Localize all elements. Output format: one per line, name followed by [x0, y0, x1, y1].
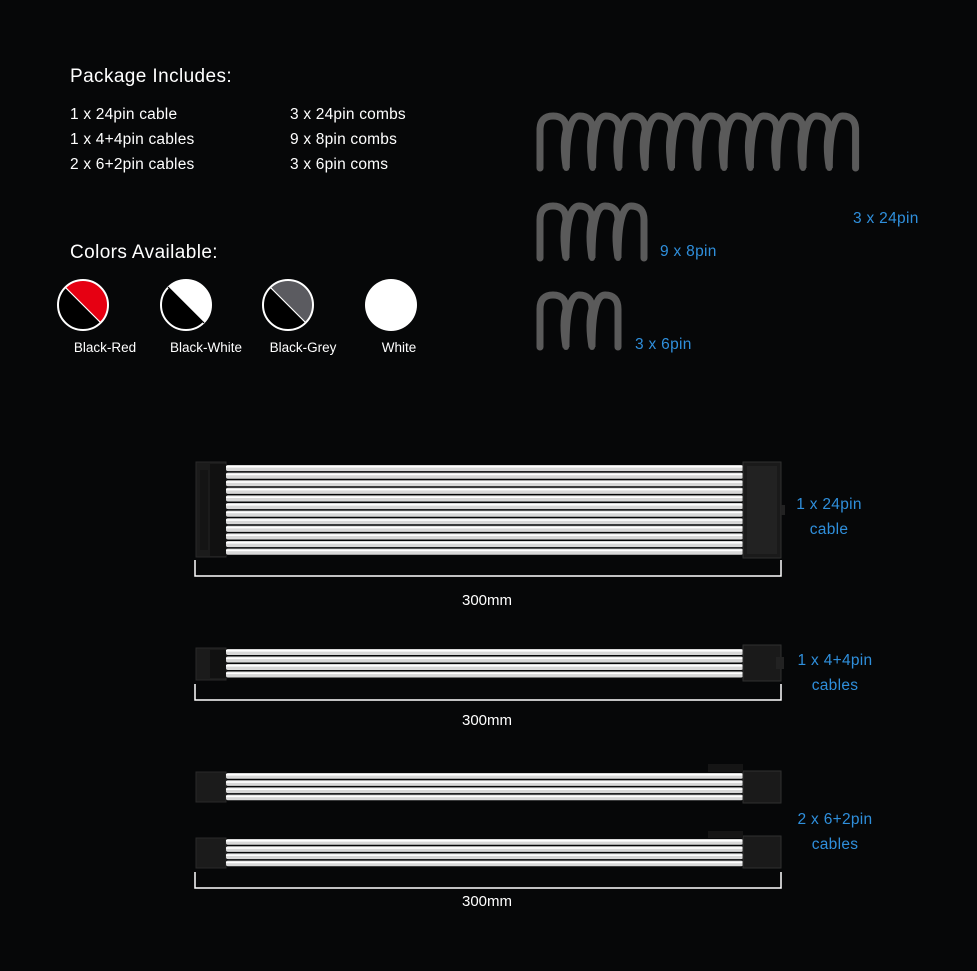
comb-24pin-label: 3 x 24pin	[853, 210, 919, 227]
package-item: 1 x 24pin cable	[70, 106, 178, 123]
cable-4plus4pin	[196, 645, 784, 681]
cable-6plus2pin-b	[196, 831, 781, 868]
cable-24pin-label-2: cable	[809, 521, 849, 538]
swatch-label: White	[381, 340, 417, 355]
package-item: 3 x 24pin combs	[290, 106, 406, 123]
comb-8pin-label: 9 x 8pin	[660, 243, 717, 260]
cable-4plus4pin-length: 300mm	[461, 712, 513, 729]
package-item: 9 x 8pin combs	[290, 131, 398, 148]
cable-4plus4pin-label-2: cables	[811, 677, 859, 694]
cable-24pin-length: 300mm	[461, 592, 513, 609]
swatch-label: Black-Red	[73, 340, 137, 355]
comb-6pin-label: 3 x 6pin	[635, 336, 692, 353]
package-item: 2 x 6+2pin cables	[70, 156, 195, 173]
package-item: 1 x 4+4pin cables	[70, 131, 195, 148]
package-title: Package Includes:	[70, 66, 233, 87]
swatch-label: Black-Grey	[269, 340, 337, 355]
cable-24pin	[196, 462, 785, 558]
cable-24pin-label-1: 1 x 24pin	[796, 496, 862, 513]
colors-title: Colors Available:	[70, 242, 218, 263]
cable-6plus2pin-length: 300mm	[461, 893, 513, 910]
package-item: 3 x 6pin coms	[290, 156, 389, 173]
cable-6plus2pin-a	[196, 764, 781, 803]
cable-6plus2pin-label-1: 2 x 6+2pin	[797, 811, 873, 828]
cable-4plus4pin-label-1: 1 x 4+4pin	[797, 652, 873, 669]
cable-6plus2pin-label-2: cables	[811, 836, 859, 853]
swatch-label: Black-White	[169, 340, 242, 355]
